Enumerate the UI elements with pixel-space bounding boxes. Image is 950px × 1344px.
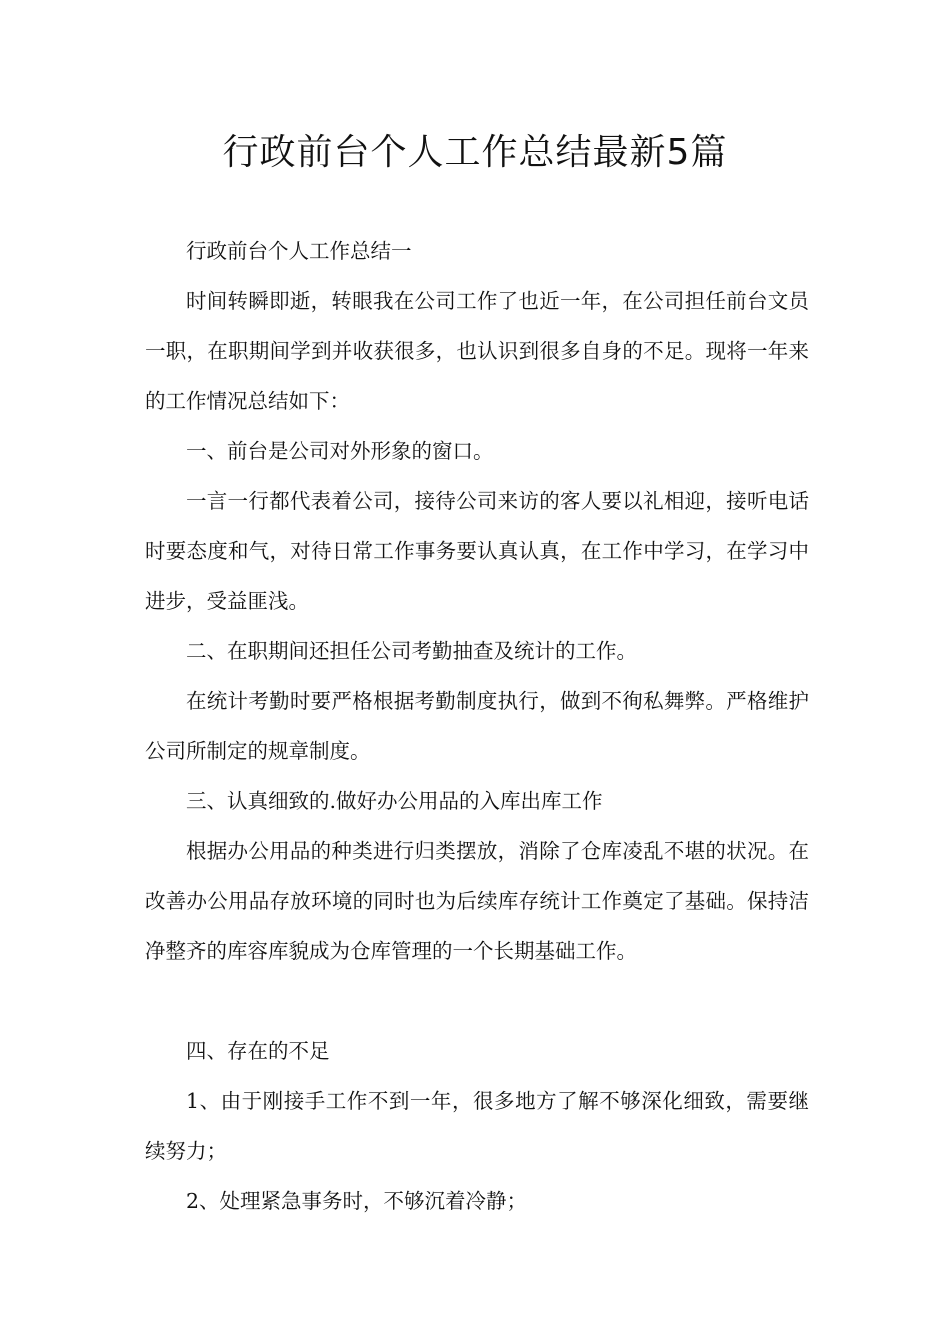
document-body [145, 226, 809, 1226]
body-paragraph: 一言一行都代表着公司，接待公司来访的客人要以礼相迎，接听电话时要态度和气，对待日常工作事务要认真认真，在工作中学习，在学习中进步，受益匪浅。 [145, 489, 809, 613]
section-heading: 一、前台是公司对外形象的窗口。 [186, 439, 494, 463]
body-paragraph: 在统计考勤时要严格根据考勤制度执行，做到不徇私舞弊。严格维护公司所制定的规章制度。 [145, 689, 809, 763]
list-item: 1、由于刚接手工作不到一年，很多地方了解不够深化细致，需要继续努力； [145, 1089, 809, 1163]
section-heading: 三、认真细致的.做好办公用品的入库出库工作 [186, 789, 603, 813]
document-title: 行政前台个人工作总结最新5篇 [222, 132, 728, 173]
body-paragraph: 时间转瞬即逝，转眼我在公司工作了也近一年，在公司担任前台文员一职，在职期间学到并收获很多，也认识到很多自身的不足。现将一年来的工作情况总结如下： [145, 289, 809, 413]
blank-line [145, 976, 809, 1026]
list-item: 2、处理紧急事务时，不够沉着冷静； [186, 1189, 528, 1213]
section-heading: 行政前台个人工作总结一 [186, 239, 412, 263]
section-heading: 四、存在的不足 [186, 1039, 330, 1063]
body-paragraph: 根据办公用品的种类进行归类摆放，消除了仓库凌乱不堪的状况。在改善办公用品存放环境的同时也为后续库存统计工作奠定了基础。保持洁净整齐的库容库貌成为仓库管理的一个长期基础工作。 [145, 839, 809, 963]
section-heading: 二、在职期间还担任公司考勤抽查及统计的工作。 [186, 639, 637, 663]
